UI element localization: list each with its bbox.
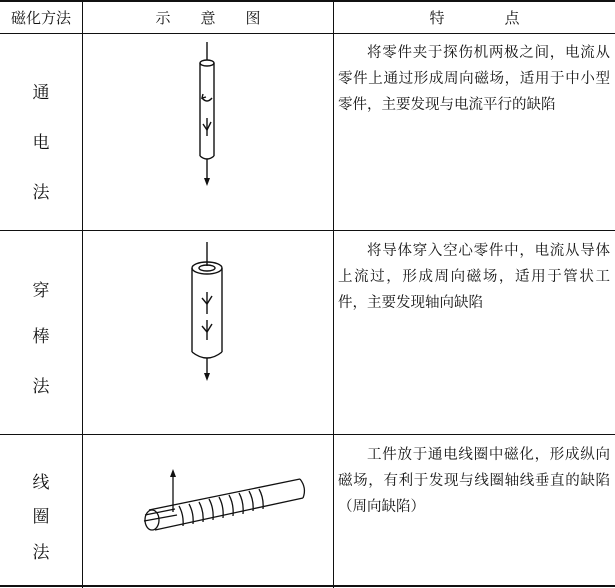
header-bottom-rule	[0, 33, 615, 34]
header-method: 磁化方法	[10, 8, 71, 27]
row-3-method-char-3: 法	[32, 543, 50, 563]
row-1-feature: 将零件夹于探伤机两极之间，电流从零件上通过形成周向磁场，适用于中小型零件，主要发现与电流平行的缺陷	[338, 45, 610, 113]
hollow-tube-conductor-icon	[180, 240, 240, 385]
coil-winding-rod-icon	[135, 466, 310, 536]
rod-current-through-icon	[180, 38, 240, 198]
column-divider-2	[333, 0, 334, 588]
row-2-method-char-3: 法	[32, 377, 50, 397]
row-2-method-char-2: 棒	[32, 327, 50, 347]
table-bottom-rule	[0, 585, 615, 587]
row-2-bottom-rule	[0, 434, 615, 435]
header-diagram: 示 意 图	[155, 8, 261, 27]
row-2-feature: 将导体穿入空心零件中，电流从导体上流过，形成周向磁场，适用于管状工件，主要发现轴向缺陷	[338, 243, 610, 311]
header-feature: 特 点	[429, 8, 520, 27]
row-1-bottom-rule	[0, 230, 615, 231]
row-3-method-char-2: 圈	[32, 507, 50, 527]
row-3-feature: 工件放于通电线圈中磁化，形成纵向磁场，有利于发现与线圈轴线垂直的缺陷（周向缺陷）	[338, 447, 610, 515]
row-3-method-char-1: 线	[32, 473, 50, 493]
row-1-method-char-1: 通	[32, 83, 50, 103]
column-divider-1	[82, 0, 83, 588]
row-2-method-char-1: 穿	[32, 281, 50, 301]
row-1-method-char-2: 电	[32, 133, 50, 153]
row-1-method-char-3: 法	[32, 183, 50, 203]
